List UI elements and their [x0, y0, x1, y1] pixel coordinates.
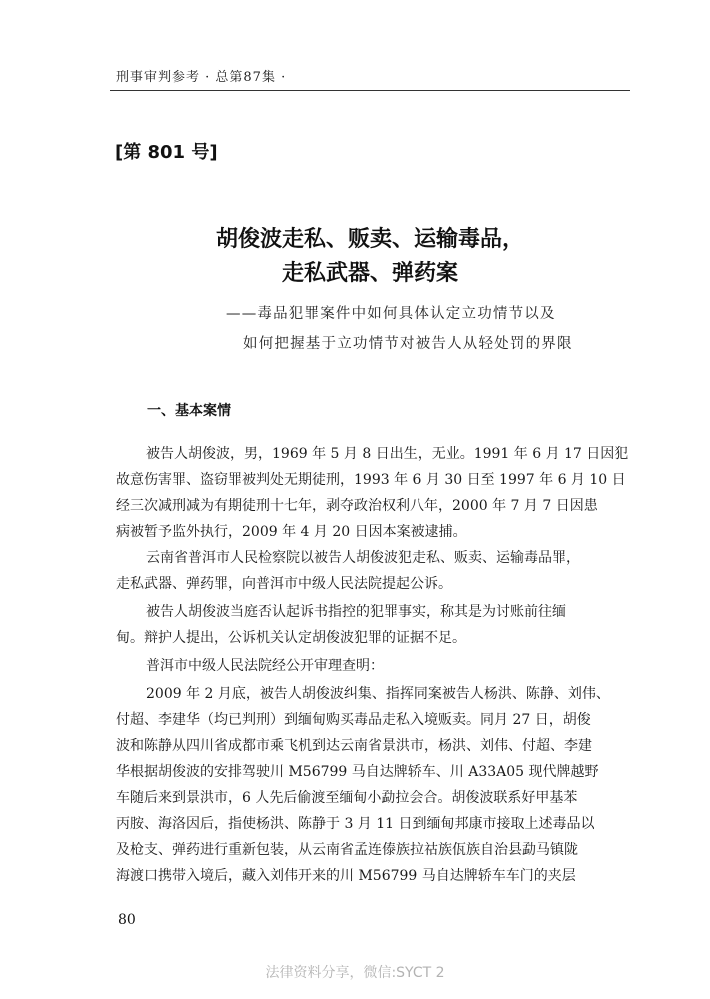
- body-line: 故意伤害罪、盗窃罪被判处无期徒刑，1993 年 6 月 30 日至 1997 年 6 月 10 日: [116, 472, 626, 488]
- body-line: 车随后来到景洪市，6 人先后偷渡至缅甸小勐拉会合。胡俊波联系好甲基苯: [116, 790, 578, 806]
- subtitle-line-1: ——毒品犯罪案件中如何具体认定立功情节以及: [226, 306, 556, 322]
- body-line: 2009 年 2 月底，被告人胡俊波纠集、指挥同案被告人杨洪、陈静、刘伟、: [146, 686, 610, 702]
- body-line: 云南省普洱市人民检察院以被告人胡俊波犯走私、贩卖、运输毒品罪，: [146, 550, 580, 566]
- body-line: 波和陈静从四川省成都市乘飞机到达云南省景洪市，杨洪、刘伟、付超、李建: [116, 738, 592, 754]
- article-title-line-1: 胡俊波走私、贩卖、运输毒品，: [215, 227, 524, 252]
- body-line: 走私武器、弹药罪，向普洱市中级人民法院提起公诉。: [116, 576, 452, 592]
- body-line: 海渡口携带入境后，藏入刘伟开来的川 M56799 马自达牌轿车车门的夹层: [116, 868, 576, 884]
- page-number: 80: [118, 912, 136, 928]
- running-head: 刑事审判参考 · 总第87集 ·: [116, 70, 287, 85]
- section-heading: 一、基本案情: [147, 403, 231, 419]
- body-line: 华根据胡俊波的安排驾驶川 M56799 马自达牌轿车、川 A33A05 现代牌越野: [116, 764, 599, 780]
- body-line: 丙胺、海洛因后，指使杨洪、陈静于 3 月 11 日到缅甸邦康市接取上述毒品以: [116, 816, 595, 832]
- body-line: 经三次减刑减为有期徒刑十七年，剥夺政治权利八年，2000 年 7 月 7 日因患: [116, 498, 598, 514]
- article-title-line-2: 走私武器、弹药案: [281, 261, 458, 286]
- body-line: 病被暂予监外执行，2009 年 4 月 20 日因本案被逮捕。: [116, 524, 467, 540]
- body-line: 被告人胡俊波，男，1969 年 5 月 8 日出生，无业。1991 年 6 月 17 日因犯: [146, 446, 629, 462]
- body-line: 及枪支、弹药进行重新包装，从云南省孟连傣族拉祜族佤族自治县勐马镇陇: [116, 842, 578, 858]
- body-line: 普洱市中级人民法院经公开审理查明：: [146, 658, 384, 674]
- body-line: 甸。辩护人提出，公诉机关认定胡俊波犯罪的证据不足。: [116, 630, 466, 646]
- header-rule: [110, 90, 630, 91]
- body-line: 付超、李建华（均已判刑）到缅甸购买毒品走私入境贩卖。同月 27 日，胡俊: [116, 712, 591, 728]
- watermark-text: 法律资料分享，微信:SYCT 2: [265, 965, 445, 981]
- subtitle-line-2: 如何把握基于立功情节对被告人从轻处罚的界限: [243, 336, 573, 352]
- case-number: [第 801 号]: [115, 142, 218, 163]
- body-line: 被告人胡俊波当庭否认起诉书指控的犯罪事实，称其是为讨账前往缅: [146, 604, 566, 620]
